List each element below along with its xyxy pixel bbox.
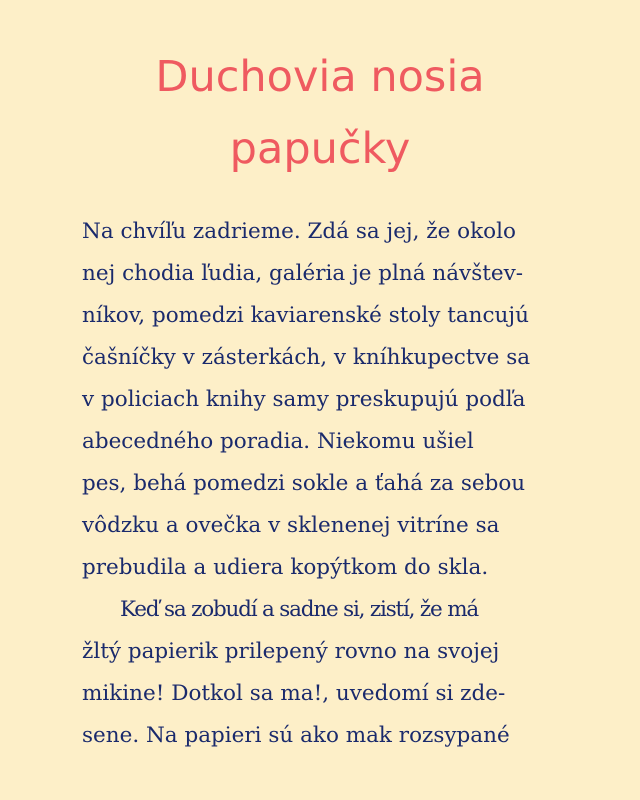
text-line: vôdzku a ovečka v sklenenej vitríne sa xyxy=(82,513,500,538)
text-line: mikine! Dotkol sa ma!, uvedomí si zde- xyxy=(82,681,506,706)
text-line: prebudila a udiera kopýtkom do skla. xyxy=(82,555,489,580)
text-line: Na chvíľu zadrieme. Zdá sa jej, že okolo xyxy=(82,219,516,244)
text-line: v policiach knihy samy preskupujú podľa xyxy=(82,387,526,412)
chapter-title-line-2: papučky xyxy=(229,124,411,174)
text-line: pes, behá pomedzi sokle a ťahá za sebou xyxy=(82,471,526,496)
paragraph-start-line: Keď sa zobudí a sadne si, zistí, že má xyxy=(120,597,479,622)
text-line: abecedného poradia. Niekomu ušiel xyxy=(82,429,474,454)
text-line: sene. Na papieri sú ako mak rozsypané xyxy=(82,723,510,748)
text-line: čašníčky v zásterkách, v kníhkupectve sa xyxy=(82,345,531,370)
text-line: níkov, pomedzi kaviarenské stoly tancujú xyxy=(82,303,529,328)
text-line: žltý papierik prilepený rovno na svojej xyxy=(82,639,500,664)
text-line: nej chodia ľudia, galéria je plná návštev- xyxy=(82,261,524,286)
chapter-title-line-1: Duchovia nosia xyxy=(155,52,485,102)
